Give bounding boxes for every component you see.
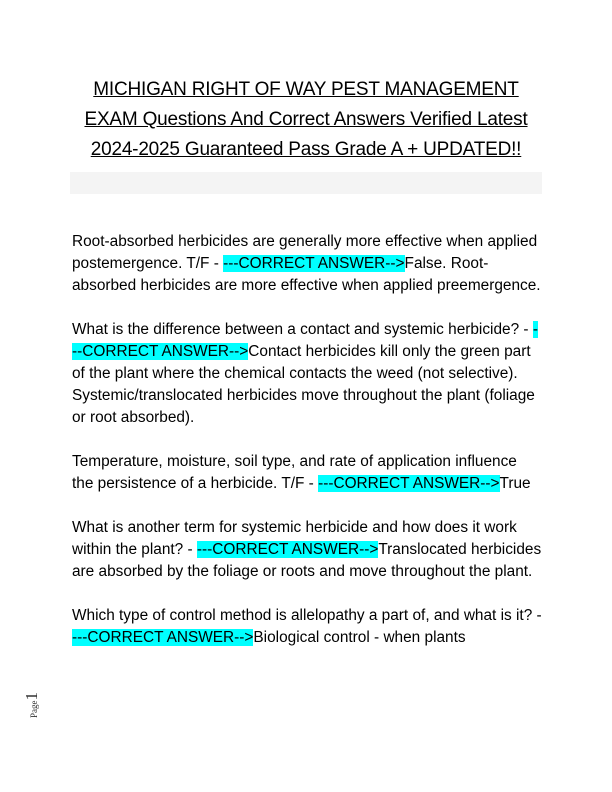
question-text: What is another term for systemic herbicide and how does it work within the plant? - (72, 519, 517, 558)
answer-text: Biological control - when plants (253, 629, 466, 646)
document-title (60, 75, 552, 165)
qa-item (72, 319, 542, 429)
title-line: MICHIGAN RIGHT OF WAY PEST MANAGEMENT (93, 79, 519, 100)
answer-text: Translocated herbicides are absorbed by the foliage or roots and move throughout the plant. (72, 541, 542, 580)
answer-text: False. Root-absorbed herbicides are more effective when applied preemergence. (72, 255, 541, 294)
correct-answer-marker: ---CORRECT ANSWER--> (196, 541, 379, 558)
qa-item (72, 231, 542, 297)
title-line: EXAM Questions And Correct Answers Verified Latest (84, 109, 528, 130)
title-line: 2024-2025 Guaranteed Pass Grade A + UPDATED!! (90, 139, 522, 160)
answer-text: Contact herbicides kill only the green part of the plant where the chemical contacts the weed (not selective). Systemic/translocated herbicides move throughout the plant (foliage or root absorbed). (72, 343, 535, 426)
answer-text: True (499, 475, 531, 492)
shaded-divider (70, 172, 542, 194)
question-text: Root-absorbed herbicides are generally more effective when applied postemergence. T/F - (72, 233, 538, 272)
correct-answer-marker: ---CORRECT ANSWER--> (72, 321, 538, 360)
qa-list (72, 231, 542, 671)
qa-item (72, 517, 542, 583)
question-text: Temperature, moisture, soil type, and rate of application influence the persistence of a herbicide. T/F - (72, 453, 517, 492)
question-text: What is the difference between a contact and systemic herbicide? - (72, 321, 533, 338)
page-label: Page (29, 700, 39, 718)
qa-item (72, 605, 542, 649)
question-text: Which type of control method is allelopathy a part of, and what is it? - (72, 607, 542, 624)
page-number (22, 692, 42, 718)
correct-answer-marker: ---CORRECT ANSWER--> (318, 475, 500, 492)
qa-item (72, 451, 542, 495)
correct-answer-marker: ---CORRECT ANSWER--> (223, 255, 405, 272)
page-number-value: 1 (22, 692, 41, 701)
correct-answer-marker: ---CORRECT ANSWER--> (72, 629, 254, 646)
